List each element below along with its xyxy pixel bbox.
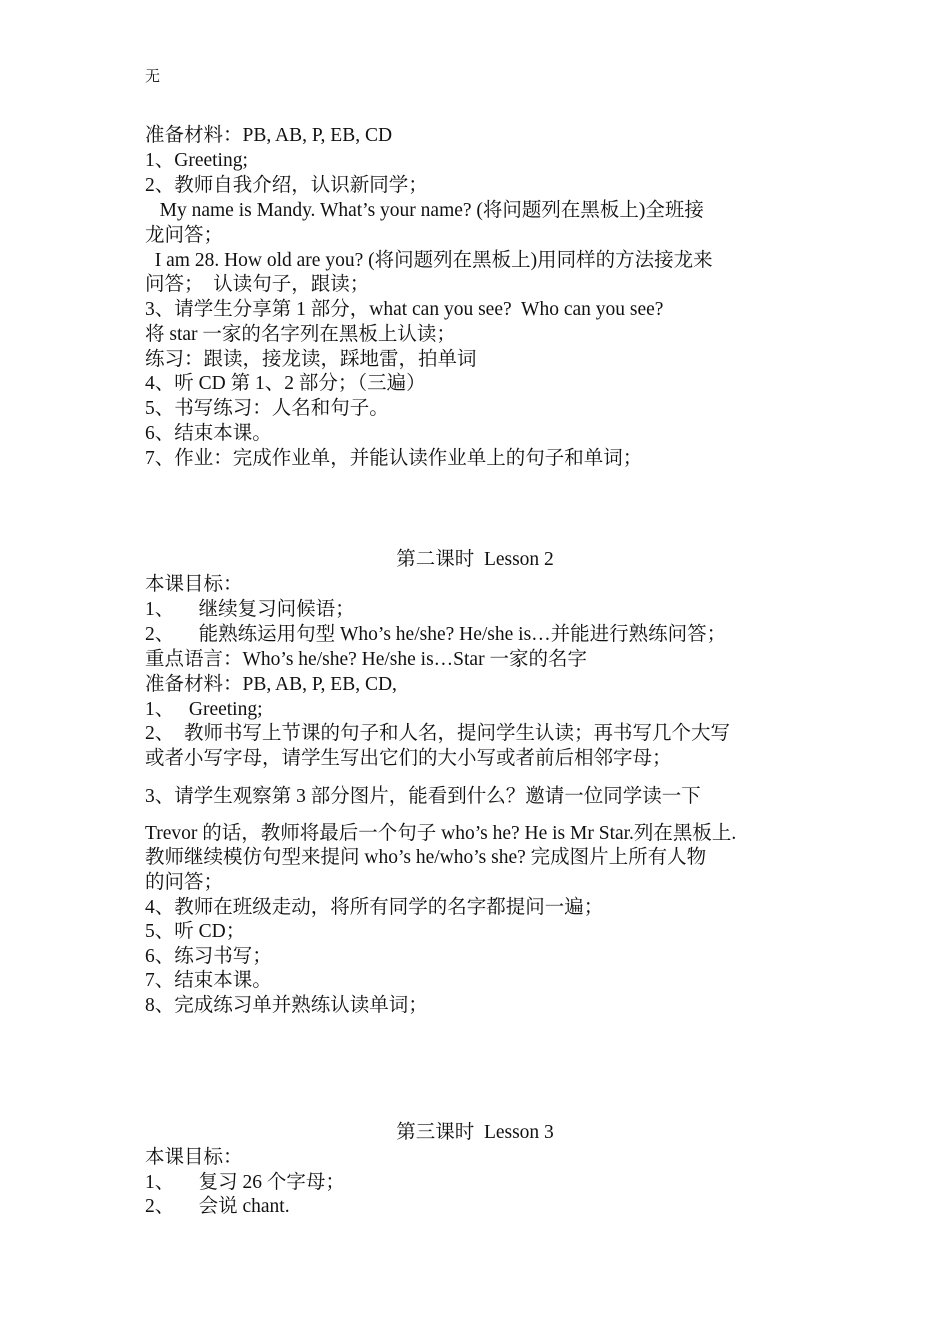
lesson1-step: 1、Greeting; <box>145 150 248 171</box>
lesson2-line: 2、 教师书写上节课的句子和人名，提问学生认读；再书写几个大写 <box>145 723 731 744</box>
lesson3-line: 2、 会说 chant. <box>145 1196 290 1217</box>
lesson1-step: 将 star 一家的名字列在黑板上认读； <box>145 324 456 345</box>
lesson2-line: 或者小写字母，请学生写出它们的大小写或者前后相邻字母； <box>145 748 672 769</box>
lesson2-line: 4、教师在班级走动，将所有同学的名字都提问一遍； <box>145 897 604 918</box>
lesson2-line: 本课目标： <box>145 574 243 595</box>
lesson2-line: 5、听 CD； <box>145 921 246 942</box>
lesson1-materials: 准备材料：PB, AB, P, EB, CD <box>145 125 393 146</box>
lesson3-line: 1、 复习 26 个字母； <box>145 1172 345 1193</box>
lesson2-line: Trevor 的话，教师将最后一个句子 who’s he? He is Mr Star.列在黑板上. <box>145 823 737 844</box>
lesson2-line: 1、 继续复习问候语； <box>145 599 355 620</box>
lesson1-step: 6、结束本课。 <box>145 423 272 444</box>
lesson1-step: 3、请学生分享第 1 部分，what can you see? Who can you see? <box>145 299 664 320</box>
lesson1-step: My name is Mandy. What’s your name? (将问题列在黑板上)全班接 <box>145 200 704 221</box>
lesson2-title: 第二课时 Lesson 2 <box>396 549 554 570</box>
lesson3-title: 第三课时 Lesson 3 <box>396 1122 554 1143</box>
lesson1-step: 7、作业：完成作业单，并能认读作业单上的句子和单词； <box>145 448 643 469</box>
lesson2-line: 1、 Greeting; <box>145 699 263 720</box>
lesson1-step: 5、书写练习：人名和句子。 <box>145 398 389 419</box>
lesson2-line: 3、请学生观察第 3 部分图片，能看到什么？邀请一位同学读一下 <box>145 786 701 807</box>
lesson1-step: 龙问答； <box>145 225 224 246</box>
lesson1-step: 练习：跟读，接龙读，踩地雷，拍单词 <box>145 349 477 370</box>
lesson2-line: 8、完成练习单并熟练认读单词； <box>145 995 428 1016</box>
lesson2-line: 7、结束本课。 <box>145 970 272 991</box>
lesson2-line: 重点语言：Who’s he/she? He/she is…Star 一家的名字 <box>145 649 587 670</box>
header-text: 无 <box>145 67 161 85</box>
lesson3-line: 本课目标： <box>145 1147 243 1168</box>
lesson2-line: 的问答； <box>145 872 224 893</box>
lesson2-line: 准备材料：PB, AB, P, EB, CD, <box>145 674 397 695</box>
lesson2-line: 教师继续模仿句型来提问 who’s he/who’s she? 完成图片上所有人物 <box>145 847 707 868</box>
lesson2-line: 2、 能熟练运用句型 Who’s he/she? He/she is…并能进行熟练问答； <box>145 624 727 645</box>
lesson1-step: 问答； 认读句子，跟读； <box>145 274 370 295</box>
lesson2-line: 6、练习书写； <box>145 946 272 967</box>
lesson1-step: I am 28. How old are you? (将问题列在黑板上)用同样的方法接龙来 <box>145 250 713 271</box>
lesson1-step: 2、教师自我介绍，认识新同学； <box>145 175 428 196</box>
lesson1-step: 4、听 CD 第 1、2 部分；（三遍） <box>145 373 426 394</box>
